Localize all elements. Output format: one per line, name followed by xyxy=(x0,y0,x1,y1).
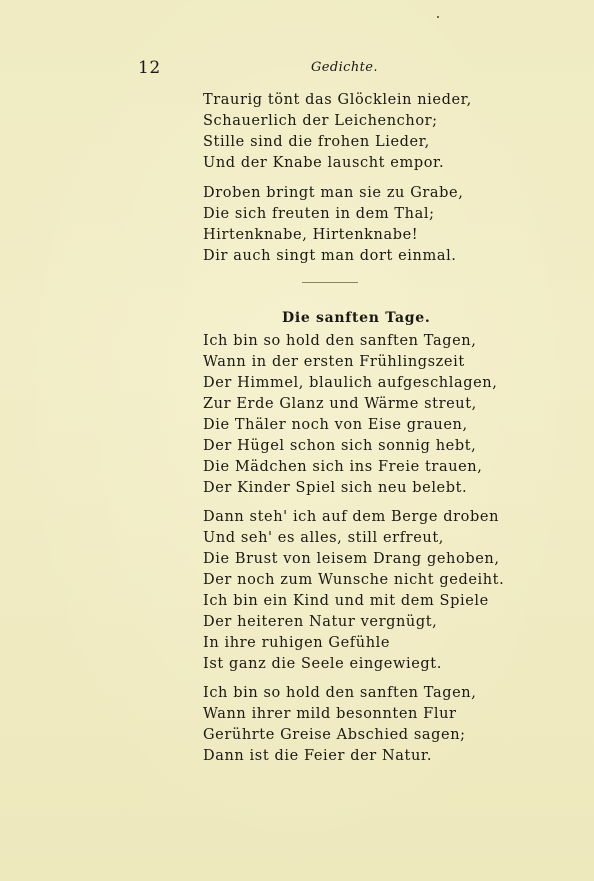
poem-line: Ich bin ein Kind und mit dem Spiele xyxy=(203,593,489,609)
poem-line: Ist ganz die Seele eingewiegt. xyxy=(203,656,442,672)
poem-line: Der Kinder Spiel sich neu belebt. xyxy=(203,480,468,496)
poem-line: Die Thäler noch von Eise grauen, xyxy=(203,417,468,433)
poem-line: Zur Erde Glanz und Wärme streut, xyxy=(203,396,477,412)
poem-line: Gerührte Greise Abschied sagen; xyxy=(203,727,466,743)
poem-title: Die sanften Tage. xyxy=(282,310,431,326)
poem-line: Der noch zum Wunsche nicht gedeiht. xyxy=(203,572,505,588)
poem-line: Der heiteren Natur vergnügt, xyxy=(203,614,438,630)
section-divider xyxy=(302,282,358,283)
poem-line: Die sich freuten in dem Thal; xyxy=(203,206,435,222)
poem-line: Dir auch singt man dort einmal. xyxy=(203,248,457,264)
poem-line: Und seh' es alles, still erfreut, xyxy=(203,530,444,546)
poem-line: Hirtenknabe, Hirtenknabe! xyxy=(203,227,419,243)
paper-speck xyxy=(437,16,439,18)
poem-line: Schauerlich der Leichenchor; xyxy=(203,113,438,129)
poem-line: Und der Knabe lauscht empor. xyxy=(203,155,445,171)
page-number: 12 xyxy=(138,58,161,78)
poem-line: Wann ihrer mild besonnten Flur xyxy=(203,706,457,722)
poem-line: Der Hügel schon sich sonnig hebt, xyxy=(203,438,477,454)
poem-line: Die Brust von leisem Drang gehoben, xyxy=(203,551,500,567)
poem-line: Dann steh' ich auf dem Berge droben xyxy=(203,509,500,525)
poem-line: Traurig tönt das Glöcklein nieder, xyxy=(203,92,472,108)
poem-line: Der Himmel, blaulich aufgeschlagen, xyxy=(203,375,498,391)
poem-line: Ich bin so hold den sanften Tagen, xyxy=(203,333,477,349)
poem-line: Droben bringt man sie zu Grabe, xyxy=(203,185,464,201)
poem-line: Die Mädchen sich ins Freie trauen, xyxy=(203,459,483,475)
poem-line: Wann in der ersten Frühlingszeit xyxy=(203,354,465,370)
running-head: Gedichte. xyxy=(311,60,378,75)
poem-line: Dann ist die Feier der Natur. xyxy=(203,748,433,764)
poem-line: In ihre ruhigen Gefühle xyxy=(203,635,391,651)
poem-line: Stille sind die frohen Lieder, xyxy=(203,134,430,150)
poem-line: Ich bin so hold den sanften Tagen, xyxy=(203,685,477,701)
page-header xyxy=(0,58,594,82)
